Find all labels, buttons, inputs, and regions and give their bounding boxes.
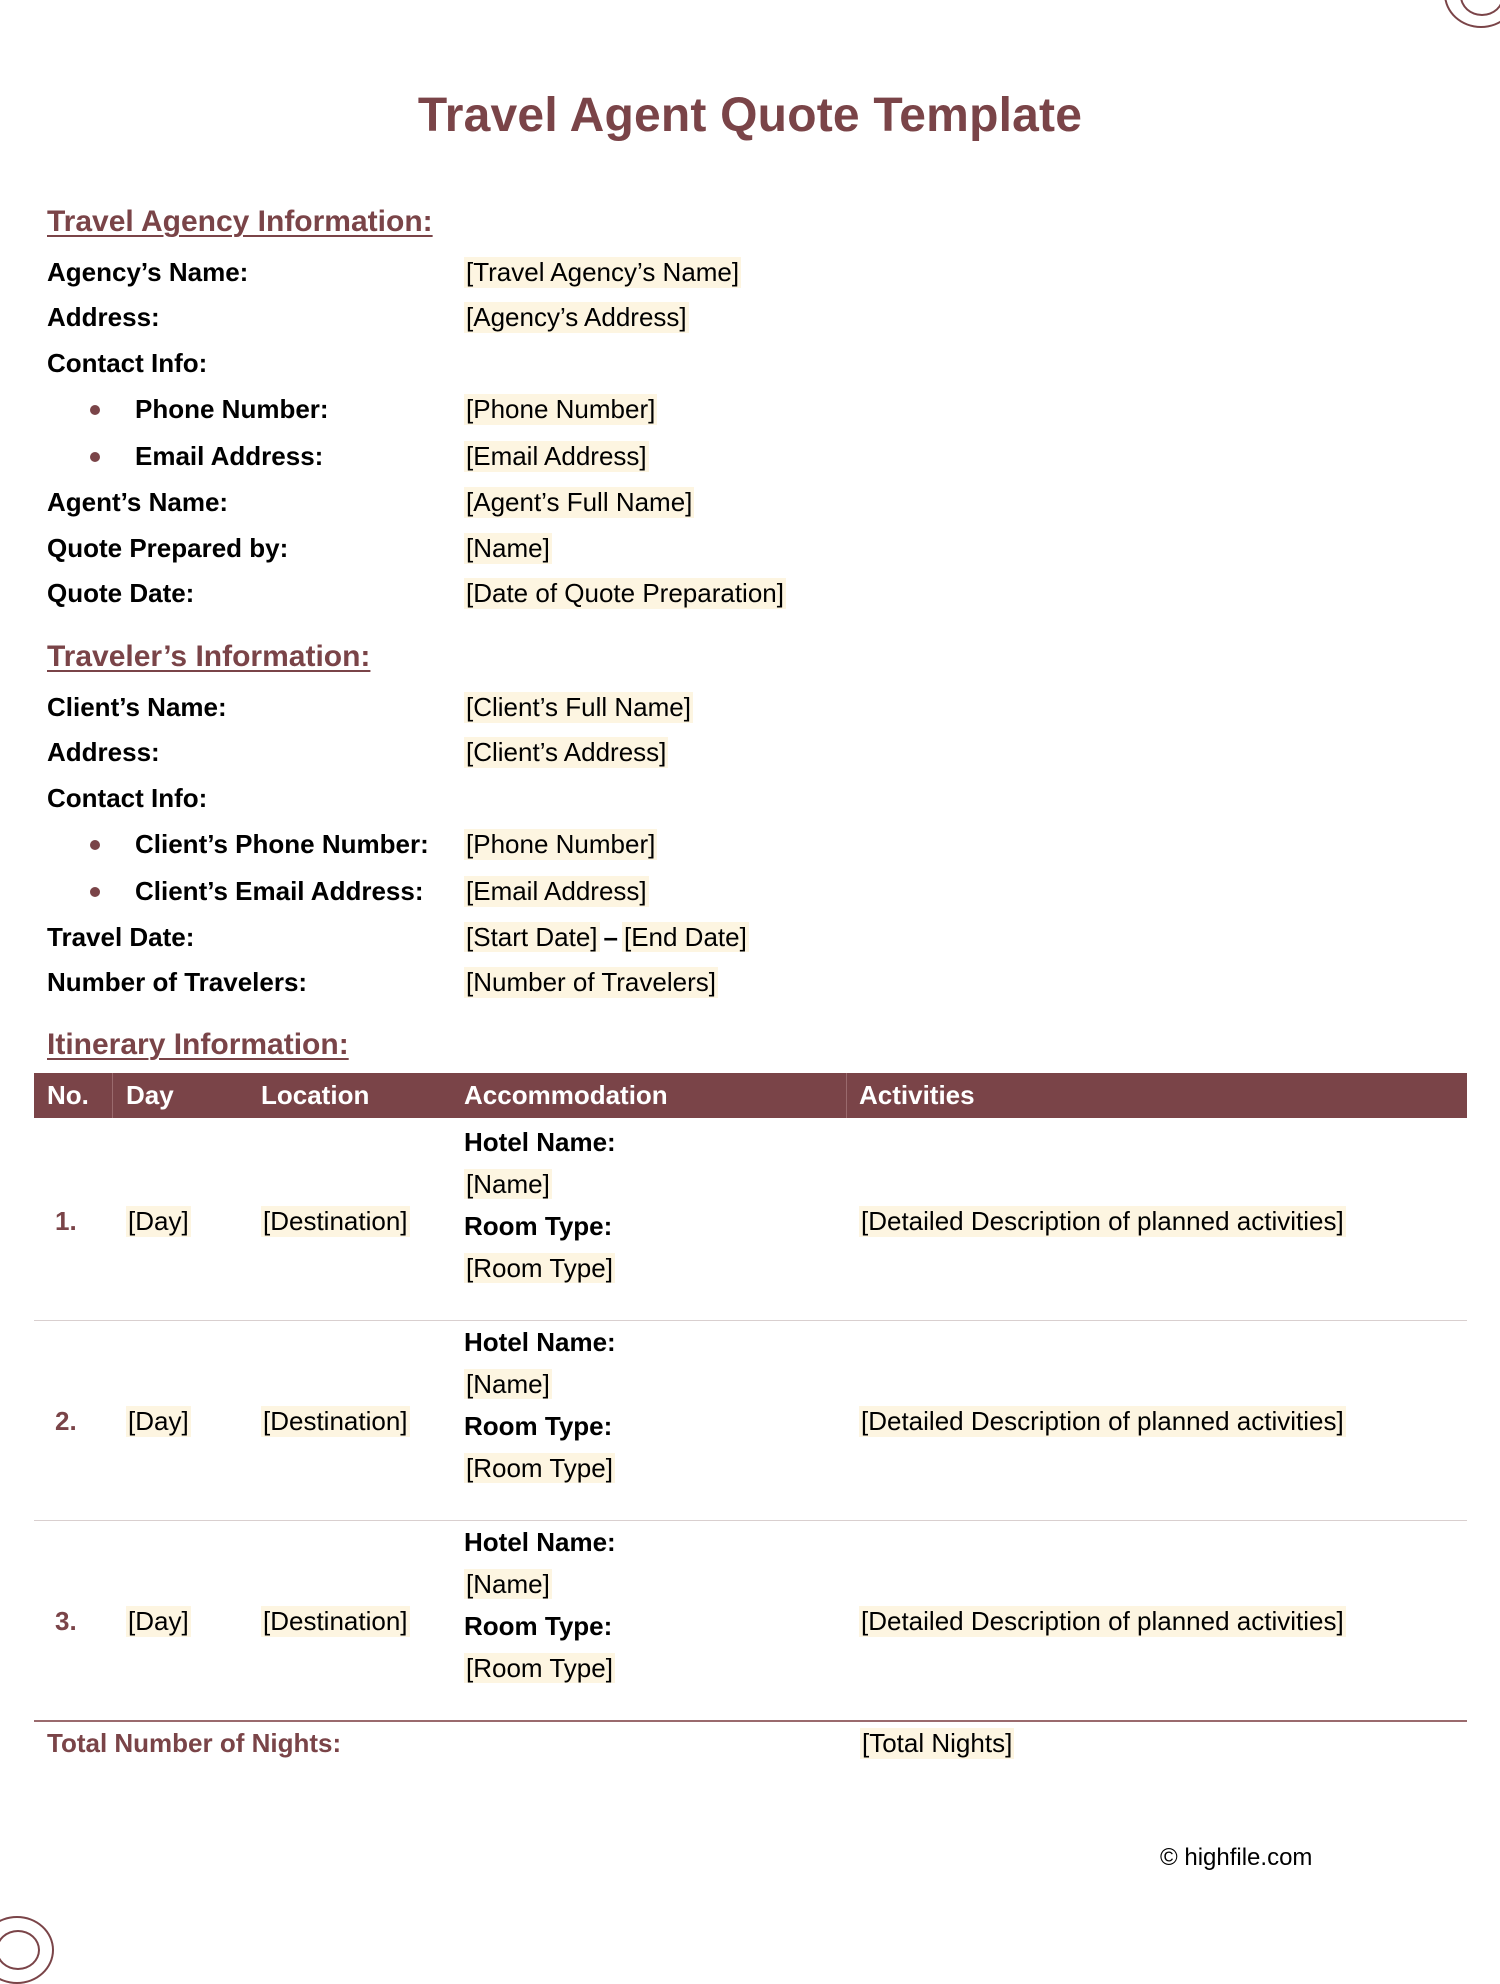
- travel-date-value: [464, 922, 749, 953]
- client-name-value[interactable]: [Client’s Full Name]: [466, 692, 691, 722]
- row-location[interactable]: [Destination]: [263, 1606, 408, 1636]
- row-activities[interactable]: [Detailed Description of planned activities]: [861, 1606, 1344, 1636]
- row-day[interactable]: [Day]: [128, 1206, 189, 1236]
- row-activities[interactable]: [Detailed Description of planned activities]: [861, 1406, 1344, 1436]
- bullet-icon: [90, 405, 100, 415]
- travelers-count-value[interactable]: [Number of Travelers]: [466, 967, 716, 997]
- row-location[interactable]: [Destination]: [263, 1406, 408, 1436]
- row-divider: [34, 1520, 1467, 1521]
- agency-contact-label: Contact Info:: [47, 348, 208, 378]
- bullet-icon: [90, 452, 100, 462]
- client-name-label: Client’s Name:: [47, 692, 227, 722]
- client-name-row: [0, 692, 1500, 732]
- column-header-activities: Activities: [859, 1080, 975, 1110]
- room-type-label: Room Type:: [464, 1611, 613, 1641]
- column-divider: [846, 1073, 847, 1118]
- agency-email-label: Email Address:: [135, 441, 324, 471]
- agency-contact-row: [0, 348, 1500, 388]
- column-divider: [112, 1073, 113, 1118]
- hotel-name-label: Hotel Name:: [464, 1327, 616, 1357]
- client-email-label: Client’s Email Address:: [135, 876, 424, 906]
- row-divider: [34, 1320, 1467, 1321]
- agency-name-row: [0, 257, 1500, 297]
- client-phone-row: [0, 829, 1500, 869]
- quote-date-row: [0, 578, 1500, 618]
- hotel-name-value[interactable]: [Name]: [466, 1369, 550, 1399]
- travel-date-label: Travel Date:: [47, 922, 195, 952]
- row-day[interactable]: [Day]: [128, 1406, 189, 1436]
- total-nights-label: Total Number of Nights:: [47, 1728, 342, 1758]
- row-activities[interactable]: [Detailed Description of planned activities]: [861, 1206, 1344, 1236]
- column-header-day: Day: [126, 1080, 174, 1110]
- row-number: 2.: [55, 1406, 77, 1436]
- column-header-accommodation: Accommodation: [464, 1080, 668, 1110]
- hotel-name-value[interactable]: [Name]: [466, 1169, 550, 1199]
- end-date-value[interactable]: [End Date]: [623, 922, 747, 952]
- client-address-value[interactable]: [Client’s Address]: [466, 737, 667, 767]
- room-type-value[interactable]: [Room Type]: [466, 1453, 613, 1483]
- quote-prepared-label: Quote Prepared by:: [47, 533, 289, 563]
- bullet-icon: [90, 840, 100, 850]
- quote-date-value[interactable]: [Date of Quote Preparation]: [466, 578, 784, 608]
- quote-prepared-row: [0, 533, 1500, 573]
- row-number: 1.: [55, 1206, 77, 1236]
- itinerary-table-header: [34, 1073, 1467, 1118]
- agency-email-row: [0, 441, 1500, 481]
- quote-date-label: Quote Date:: [47, 578, 195, 608]
- hotel-name-label: Hotel Name:: [464, 1527, 616, 1557]
- table-row: [34, 1122, 1467, 1322]
- hotel-name-label: Hotel Name:: [464, 1127, 616, 1157]
- agency-phone-label: Phone Number:: [135, 394, 329, 424]
- page-title: Travel Agent Quote Template: [417, 89, 1083, 142]
- client-address-label: Address:: [47, 737, 160, 767]
- agency-address-value[interactable]: [Agency’s Address]: [466, 302, 687, 332]
- table-row: [34, 1522, 1467, 1722]
- agency-name-value[interactable]: [Travel Agency’s Name]: [466, 257, 740, 287]
- room-type-value[interactable]: [Room Type]: [466, 1653, 613, 1683]
- room-type-label: Room Type:: [464, 1211, 613, 1241]
- agency-address-row: [0, 302, 1500, 342]
- agency-section-heading: Travel Agency Information:: [47, 205, 433, 238]
- client-email-row: [0, 876, 1500, 916]
- table-row: [34, 1322, 1467, 1522]
- client-email-value[interactable]: [Email Address]: [466, 876, 647, 906]
- bullet-icon: [90, 887, 100, 897]
- client-phone-value[interactable]: [Phone Number]: [466, 829, 656, 859]
- date-separator: –: [603, 922, 618, 952]
- agent-name-value[interactable]: [Agent’s Full Name]: [466, 487, 693, 517]
- agent-name-label: Agent’s Name:: [47, 487, 229, 517]
- room-type-value[interactable]: [Room Type]: [466, 1253, 613, 1283]
- agency-email-value[interactable]: [Email Address]: [466, 441, 647, 471]
- agent-name-row: [0, 487, 1500, 527]
- client-contact-label: Contact Info:: [47, 783, 208, 813]
- row-accommodation: [464, 1122, 616, 1290]
- start-date-value[interactable]: [Start Date]: [466, 922, 598, 952]
- client-phone-label: Client’s Phone Number:: [135, 829, 429, 859]
- agency-name-label: Agency’s Name:: [47, 257, 249, 287]
- row-accommodation: [464, 1522, 616, 1690]
- total-nights-value[interactable]: [Total Nights]: [862, 1728, 1013, 1758]
- footer-copyright: © highfile.com: [1160, 1844, 1313, 1871]
- travelers-count-label: Number of Travelers:: [47, 967, 308, 997]
- room-type-label: Room Type:: [464, 1411, 613, 1441]
- quote-prepared-value[interactable]: [Name]: [466, 533, 550, 563]
- client-contact-row: [0, 783, 1500, 823]
- row-location[interactable]: [Destination]: [263, 1206, 408, 1236]
- agency-address-label: Address:: [47, 302, 160, 332]
- agency-phone-row: [0, 394, 1500, 434]
- row-day[interactable]: [Day]: [128, 1606, 189, 1636]
- row-accommodation: [464, 1322, 616, 1490]
- column-header-location: Location: [261, 1080, 370, 1110]
- row-number: 3.: [55, 1606, 77, 1636]
- hotel-name-value[interactable]: [Name]: [466, 1569, 550, 1599]
- column-header-no: No.: [47, 1080, 89, 1110]
- traveler-section-heading: Traveler’s Information:: [47, 640, 371, 673]
- client-address-row: [0, 737, 1500, 777]
- total-divider: [34, 1720, 1467, 1722]
- travelers-count-row: [0, 967, 1500, 1007]
- itinerary-section-heading: Itinerary Information:: [47, 1028, 349, 1061]
- travel-date-row: [0, 922, 1500, 962]
- agency-phone-value[interactable]: [Phone Number]: [466, 394, 656, 424]
